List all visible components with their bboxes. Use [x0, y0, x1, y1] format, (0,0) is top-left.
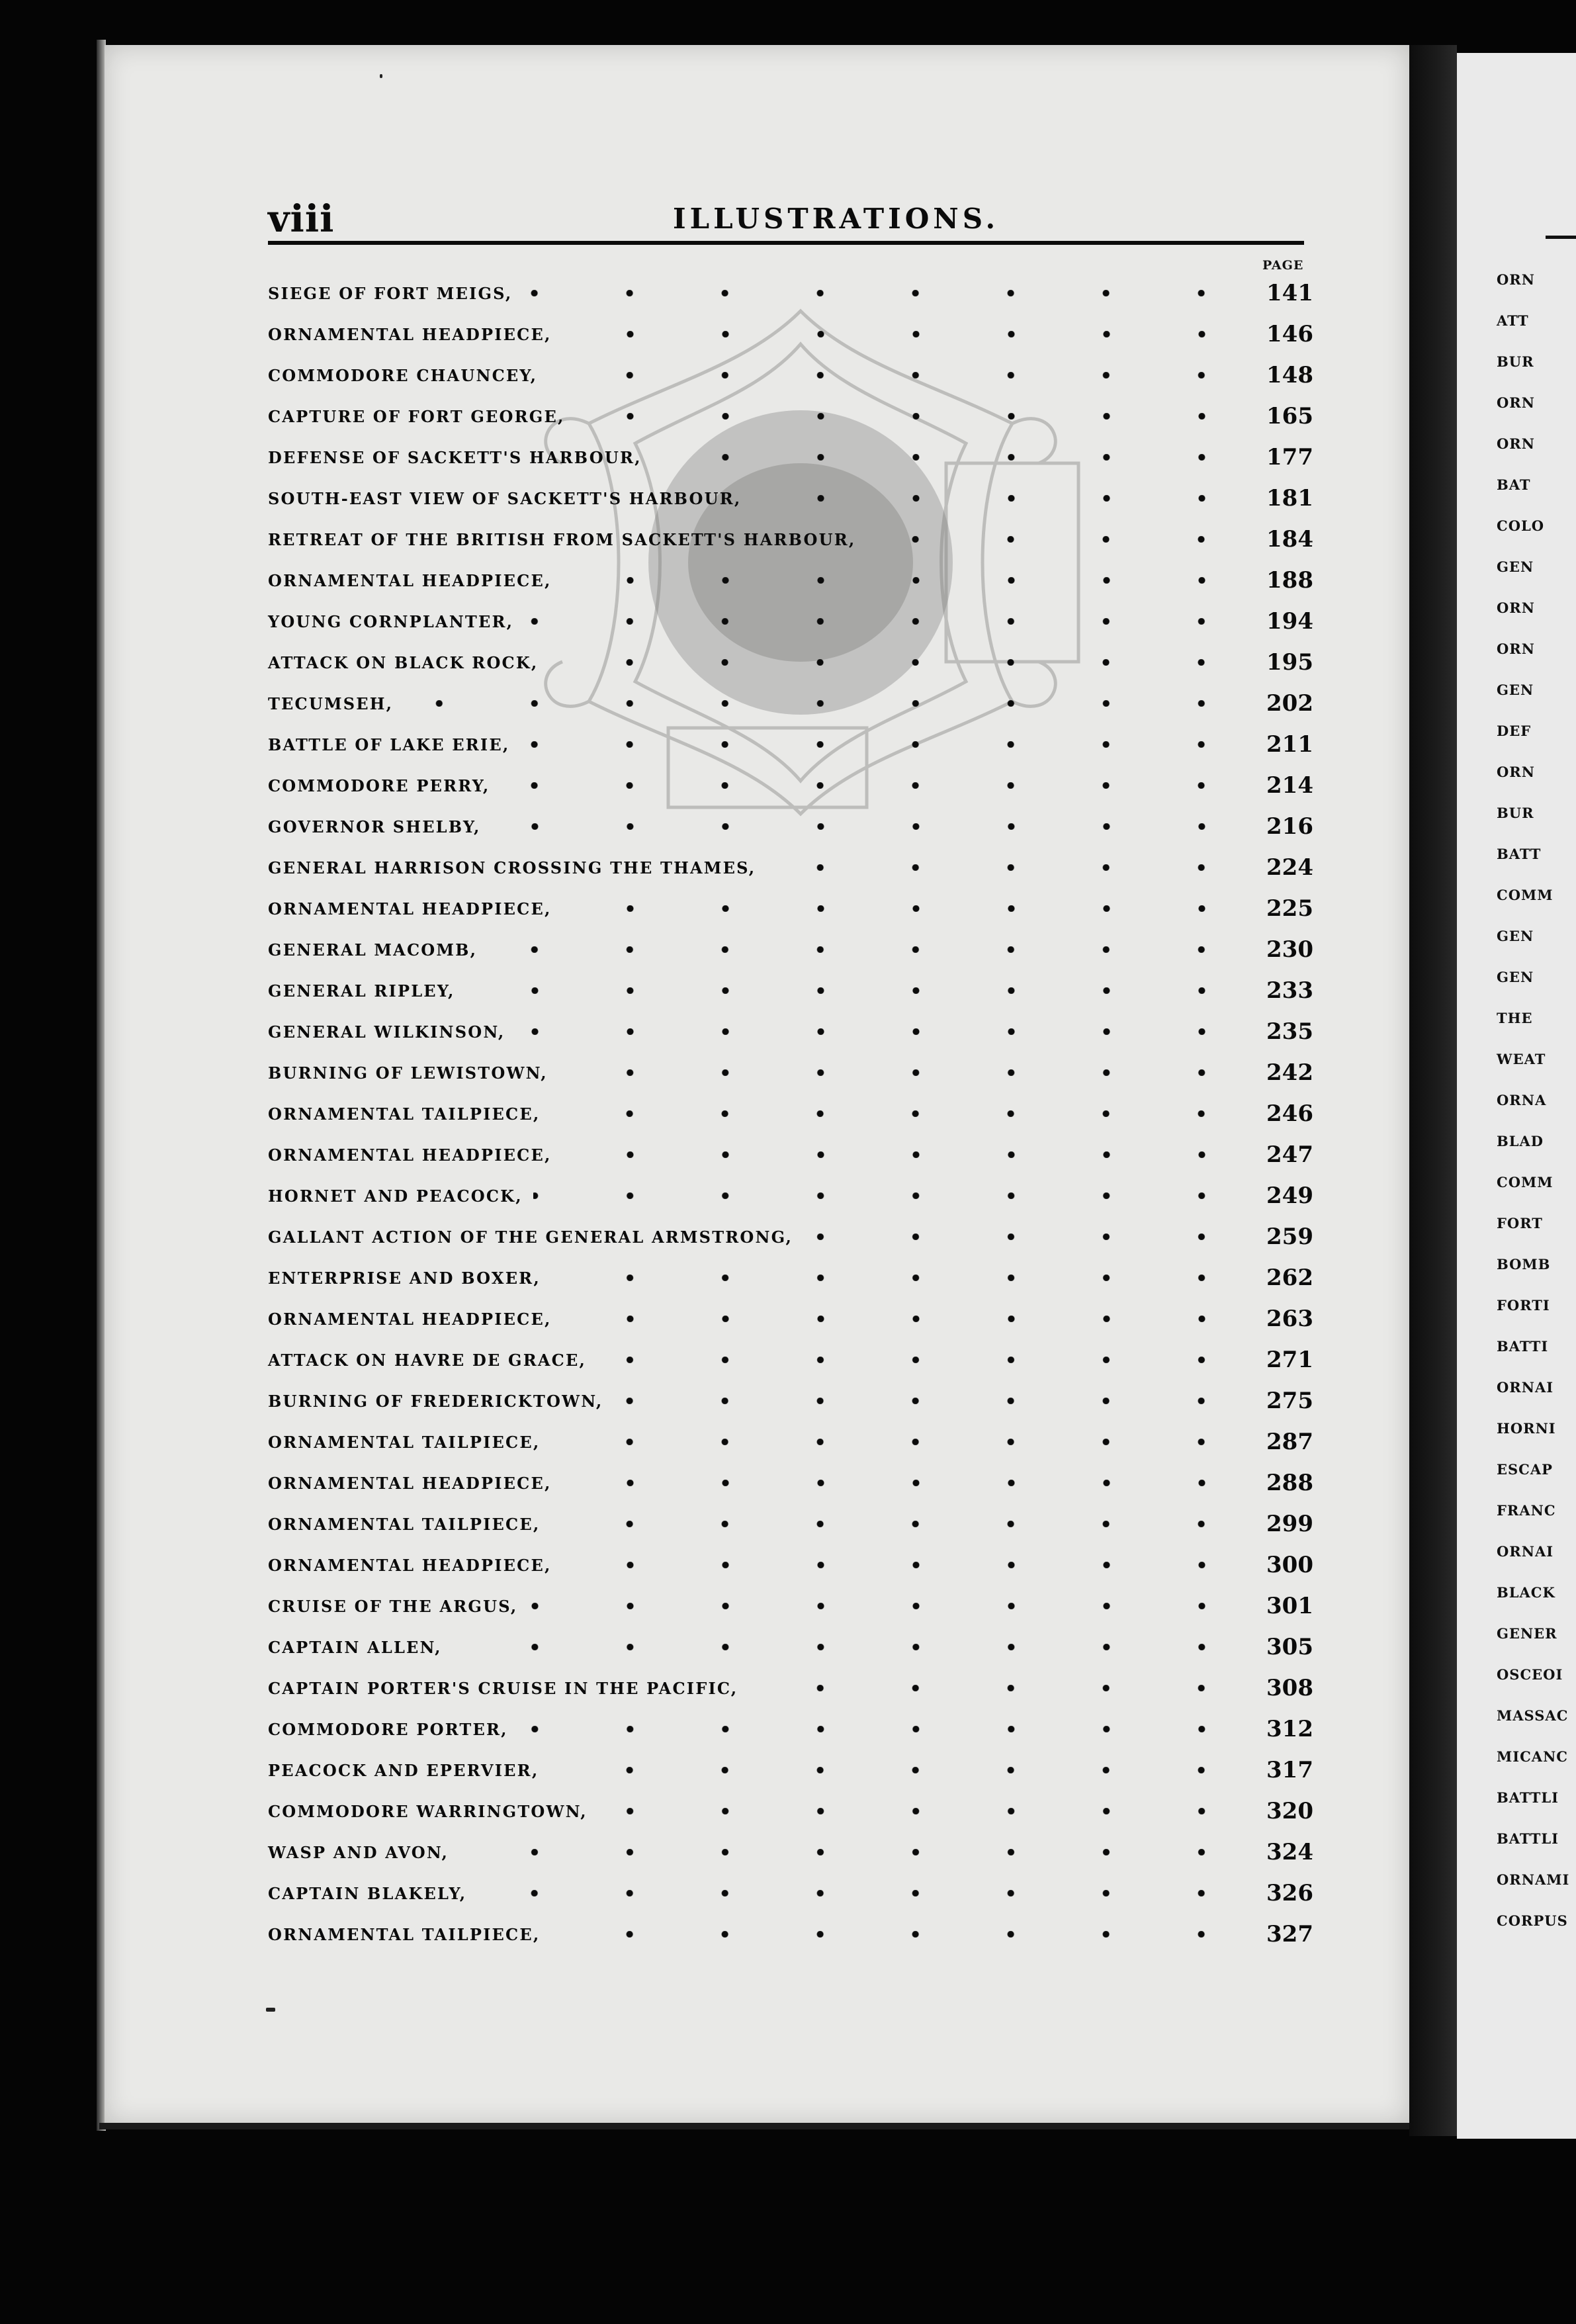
page-number: 214	[1266, 772, 1313, 799]
list-item	[268, 724, 1313, 765]
facing-page-fragment: ORN	[1497, 271, 1535, 288]
illustration-title: GOVERNOR SHELBY,	[268, 817, 481, 836]
illustration-title: DEFENSE OF SACKETT'S HARBOUR,	[268, 447, 642, 467]
dot-leader	[548, 372, 1249, 379]
facing-page-fragment: GEN	[1497, 559, 1534, 575]
dot-leader	[748, 1685, 1249, 1691]
page-column-label: PAGE	[1262, 258, 1304, 273]
list-item	[268, 1421, 1313, 1462]
facing-page-fragment: ORNA	[1497, 1092, 1547, 1108]
facing-page-fragment: ORN	[1497, 764, 1535, 780]
dot-leader	[550, 1931, 1249, 1938]
dot-leader	[866, 536, 1249, 543]
facing-page-header-rule	[1546, 236, 1576, 239]
dot-leader	[551, 1274, 1249, 1281]
dot-leader	[562, 1562, 1249, 1568]
facing-page-fragment: THE	[1497, 1010, 1533, 1026]
list-item	[268, 355, 1313, 396]
page-number: 326	[1266, 1880, 1313, 1906]
dot-leader	[533, 1192, 1249, 1199]
dot-leader	[562, 1480, 1249, 1486]
page-number: 300	[1266, 1552, 1313, 1578]
dot-leader	[752, 495, 1250, 502]
facing-page-fragment: MASSAC	[1497, 1707, 1569, 1724]
illustration-title: CAPTAIN BLAKELY,	[268, 1883, 467, 1903]
illustration-title: BURNING OF FREDERICKTOWN,	[268, 1391, 603, 1411]
illustration-title: SIEGE OF FORT MEIGS,	[268, 283, 513, 303]
illustration-title: GENERAL RIPLEY,	[268, 981, 455, 1001]
list-item	[268, 601, 1313, 642]
illustration-title: YOUNG CORNPLANTER,	[268, 611, 514, 631]
list-item	[268, 1586, 1313, 1627]
illustration-title: ORNAMENTAL TAILPIECE,	[268, 1924, 541, 1944]
page-number: 246	[1266, 1100, 1313, 1127]
page-number: 181	[1266, 485, 1313, 512]
facing-page-fragment: OSCEOI	[1497, 1666, 1563, 1683]
facing-page-fragment: ORN	[1497, 394, 1535, 411]
page-number: 327	[1266, 1921, 1313, 1947]
page-number: 247	[1266, 1141, 1313, 1168]
facing-page-fragment: ESCAP	[1497, 1461, 1553, 1478]
page-number: 287	[1266, 1429, 1313, 1455]
page-number: 288	[1266, 1470, 1313, 1496]
illustration-title: GENERAL MACOMB,	[268, 940, 478, 960]
dot-leader	[576, 413, 1249, 420]
page-number: 275	[1266, 1388, 1313, 1414]
scan-speck	[266, 2008, 275, 2012]
illustration-title: RETREAT OF THE BRITISH FROM SACKETT'S HARBOUR,	[268, 529, 856, 549]
dot-leader	[523, 290, 1249, 296]
illustration-title: BURNING OF LEWISTOWN,	[268, 1063, 548, 1083]
page-number: 188	[1266, 567, 1313, 594]
list-item	[268, 1709, 1313, 1750]
facing-page-fragment: BUR	[1497, 805, 1534, 821]
page-number: 211	[1266, 731, 1313, 758]
facing-page-fragment: BUR	[1497, 353, 1534, 370]
list-item	[268, 1093, 1313, 1134]
page-number: 202	[1266, 690, 1313, 717]
page-number: 301	[1266, 1593, 1313, 1619]
list-item	[268, 1750, 1313, 1791]
page-number: 195	[1266, 649, 1313, 676]
list-item	[268, 1011, 1313, 1052]
dot-leader	[803, 1233, 1249, 1240]
page-number: 305	[1266, 1634, 1313, 1660]
page-number: 184	[1266, 526, 1313, 553]
header-rule	[268, 241, 1304, 245]
list-item	[268, 1791, 1313, 1832]
page-folio: viii	[268, 197, 335, 241]
facing-page-fragment: FRANC	[1497, 1502, 1556, 1519]
page-number: 233	[1266, 977, 1313, 1004]
list-item	[268, 519, 1313, 560]
illustration-title: ATTACK ON BLACK ROCK,	[268, 652, 539, 672]
page-number: 225	[1266, 895, 1313, 922]
facing-page-fragment: COMM	[1497, 1174, 1554, 1190]
illustration-title: ORNAMENTAL TAILPIECE,	[268, 1514, 541, 1534]
dot-leader	[519, 1726, 1249, 1732]
page-number: 299	[1266, 1511, 1313, 1537]
facing-page-fragment: ATT	[1497, 312, 1529, 329]
illustration-title: ORNAMENTAL HEADPIECE,	[268, 1145, 552, 1165]
illustration-title: COMMODORE CHAUNCEY,	[268, 365, 538, 385]
facing-page-fragment: WEAT	[1497, 1051, 1546, 1067]
page-number: 317	[1266, 1757, 1313, 1783]
facing-page-fragment: ORN	[1497, 600, 1535, 616]
illustration-title: TECUMSEH,	[268, 693, 394, 713]
illustration-title: ENTERPRISE AND BOXER,	[268, 1268, 541, 1288]
list-item	[268, 683, 1313, 724]
illustration-title: ORNAMENTAL HEADPIECE,	[268, 899, 552, 918]
page-header	[268, 197, 1304, 244]
dot-leader	[516, 1028, 1250, 1035]
facing-page-fragment: COLO	[1497, 517, 1545, 534]
list-item	[268, 1298, 1313, 1339]
facing-page-fragment: DEF	[1497, 723, 1532, 739]
page-number: 320	[1266, 1798, 1313, 1824]
facing-page-fragment: CORPUS	[1497, 1912, 1568, 1929]
dot-leader	[550, 1439, 1249, 1445]
list-item	[268, 806, 1313, 847]
illustration-title: ORNAMENTAL HEADPIECE,	[268, 570, 552, 590]
facing-page-edge	[1457, 53, 1576, 2139]
dot-leader	[477, 1890, 1249, 1897]
dot-leader	[549, 1767, 1249, 1773]
facing-page-fragment: ORNAMI	[1497, 1871, 1570, 1888]
dot-leader	[404, 700, 1249, 707]
illustration-title: ORNAMENTAL HEADPIECE,	[268, 324, 552, 344]
illustration-title: CAPTURE OF FORT GEORGE,	[268, 406, 565, 426]
illustration-title: COMMODORE WARRINGTOWN,	[268, 1801, 588, 1821]
facing-page-fragment: FORT	[1497, 1215, 1543, 1231]
facing-page-fragment: COMM	[1497, 887, 1554, 903]
list-item	[268, 1832, 1313, 1873]
running-title: ILLUSTRATIONS.	[673, 202, 1000, 235]
dot-leader	[453, 1644, 1249, 1650]
facing-page-fragment: MICANC	[1497, 1748, 1568, 1765]
dot-leader	[558, 1069, 1249, 1076]
page-number: 263	[1266, 1306, 1313, 1332]
dot-leader	[562, 577, 1249, 584]
illustration-title: GALLANT ACTION OF THE GENERAL ARMSTRONG,	[268, 1227, 793, 1247]
list-item	[268, 478, 1313, 519]
dot-leader	[562, 331, 1249, 337]
illustration-title: BATTLE OF LAKE ERIE,	[268, 735, 510, 754]
list-item	[268, 1544, 1313, 1586]
dot-leader	[598, 1808, 1249, 1814]
list-item	[268, 1503, 1313, 1544]
illustration-title: COMMODORE PERRY,	[268, 776, 490, 795]
dot-leader	[652, 454, 1249, 461]
page-number: 262	[1266, 1265, 1313, 1291]
list-item	[268, 929, 1313, 970]
facing-page-fragment: GEN	[1497, 928, 1534, 944]
facing-page-fragment: ORNAI	[1497, 1379, 1554, 1396]
list-item	[268, 1134, 1313, 1175]
illustration-title: ORNAMENTAL HEADPIECE,	[268, 1555, 552, 1575]
list-item	[268, 970, 1313, 1011]
facing-page-fragment: BLACK	[1497, 1584, 1555, 1601]
dot-leader	[550, 1521, 1249, 1527]
facing-page-fragment: BATT	[1497, 846, 1542, 862]
list-item	[268, 1339, 1313, 1380]
scan-speck	[380, 74, 382, 78]
illustration-title: ORNAMENTAL TAILPIECE,	[268, 1432, 541, 1452]
page-number: 308	[1266, 1675, 1313, 1701]
facing-page-fragment: BATTLI	[1497, 1830, 1559, 1847]
dot-leader	[562, 1316, 1249, 1322]
page-bottom-edge	[99, 2123, 1416, 2129]
dot-leader	[550, 1110, 1249, 1117]
list-item	[268, 273, 1313, 314]
dot-leader	[488, 946, 1249, 953]
facing-page-fragment: ORN	[1497, 435, 1535, 452]
illustration-title: CAPTAIN ALLEN,	[268, 1637, 442, 1657]
dot-leader	[548, 659, 1249, 666]
page-number: 249	[1266, 1183, 1313, 1209]
dot-leader	[466, 987, 1249, 994]
dot-leader	[529, 1603, 1250, 1609]
list-item	[268, 560, 1313, 601]
page-number: 177	[1266, 444, 1313, 470]
facing-page-fragment: GENER	[1497, 1625, 1557, 1642]
illustration-title: CRUISE OF THE ARGUS,	[268, 1596, 518, 1616]
page-number: 194	[1266, 608, 1313, 635]
list-item	[268, 1052, 1313, 1093]
illustration-title: HORNET AND PEACOCK,	[268, 1186, 523, 1206]
page-number: 324	[1266, 1839, 1313, 1865]
list-item	[268, 1380, 1313, 1421]
dot-leader	[766, 864, 1249, 871]
list-item	[268, 1175, 1313, 1216]
facing-page-fragment: BATTLI	[1497, 1789, 1559, 1806]
page-number: 230	[1266, 936, 1313, 963]
illustration-title: GENERAL WILKINSON,	[268, 1022, 505, 1042]
dot-leader	[562, 1151, 1249, 1158]
list-item	[268, 1257, 1313, 1298]
dot-leader	[500, 782, 1249, 789]
facing-page-fragment: BOMB	[1497, 1256, 1551, 1273]
page-number: 312	[1266, 1716, 1313, 1742]
list-item	[268, 888, 1313, 929]
dot-leader	[492, 823, 1249, 830]
list-item	[268, 314, 1313, 355]
illustration-title: ORNAMENTAL HEADPIECE,	[268, 1309, 552, 1329]
facing-page-fragment: FORTI	[1497, 1297, 1550, 1314]
illustration-title: COMMODORE PORTER,	[268, 1719, 508, 1739]
dot-leader	[520, 741, 1249, 748]
facing-page-fragment: ORN	[1497, 641, 1535, 657]
list-item	[268, 1462, 1313, 1503]
facing-page-fragment: GEN	[1497, 969, 1534, 985]
illustration-title: ORNAMENTAL HEADPIECE,	[268, 1473, 552, 1493]
facing-page-fragment: GEN	[1497, 682, 1534, 698]
list-item	[268, 1668, 1313, 1709]
facing-page-fragment: HORNI	[1497, 1420, 1556, 1437]
page-number: 148	[1266, 362, 1313, 388]
illustration-title: SOUTH-EAST VIEW OF SACKETT'S HARBOUR,	[268, 488, 742, 508]
illustration-title: PEACOCK AND EPERVIER,	[268, 1760, 539, 1780]
list-item	[268, 396, 1313, 437]
page-number: 216	[1266, 813, 1313, 840]
illustration-title: ORNAMENTAL TAILPIECE,	[268, 1104, 541, 1124]
list-item	[268, 765, 1313, 806]
illustration-title: CAPTAIN PORTER'S CRUISE IN THE PACIFIC,	[268, 1678, 738, 1698]
illustration-title: GENERAL HARRISON CROSSING THE THAMES,	[268, 858, 756, 877]
page-number: 271	[1266, 1347, 1313, 1373]
dot-leader	[597, 1357, 1249, 1363]
dot-leader	[613, 1398, 1249, 1404]
page-number: 224	[1266, 854, 1313, 881]
page-number: 165	[1266, 403, 1313, 429]
list-item	[268, 1216, 1313, 1257]
dot-leader	[562, 905, 1249, 912]
page-number: 235	[1266, 1018, 1313, 1045]
page-number: 259	[1266, 1224, 1313, 1250]
list-item	[268, 642, 1313, 683]
facing-page-fragment: BLAD	[1497, 1133, 1544, 1149]
illustration-title: ATTACK ON HAVRE DE GRACE,	[268, 1350, 587, 1370]
illustration-title: WASP AND AVON,	[268, 1842, 449, 1862]
list-item	[268, 847, 1313, 888]
facing-page-fragment: ORNAI	[1497, 1543, 1554, 1560]
page-number: 141	[1266, 280, 1313, 306]
list-item	[268, 1627, 1313, 1668]
facing-page-fragment: BAT	[1497, 476, 1531, 493]
list-item	[268, 1873, 1313, 1914]
list-item	[268, 437, 1313, 478]
facing-page-fragment: BATTI	[1497, 1338, 1549, 1355]
page-number: 242	[1266, 1059, 1313, 1086]
list-item	[268, 1914, 1313, 1955]
dot-leader	[524, 618, 1249, 625]
dot-leader	[459, 1849, 1249, 1855]
binding-gutter	[1409, 45, 1457, 2136]
page-number: 146	[1266, 321, 1313, 347]
illustrations-list	[268, 273, 1313, 1955]
